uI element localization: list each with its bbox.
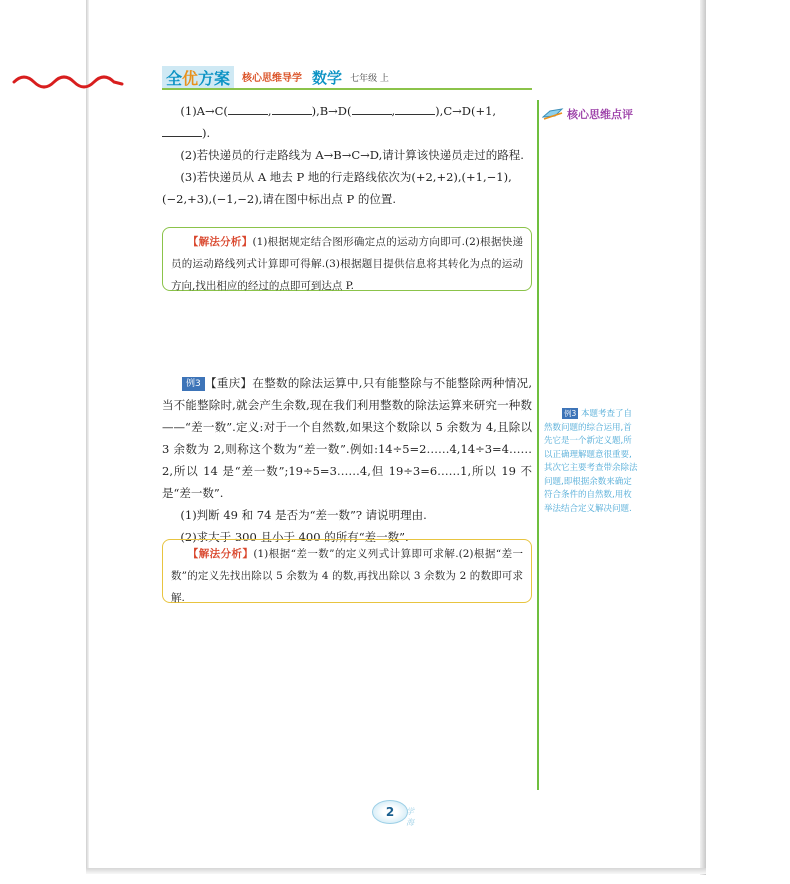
analysis-box-2 <box>162 539 532 603</box>
page-edge-left <box>86 0 89 870</box>
example-question-2: (2)求大于 300 且小于 400 的所有“差一数”. <box>180 530 409 544</box>
brand-char-2: 优 <box>182 68 199 88</box>
part1-text-a: (1)A→C( <box>180 104 228 118</box>
brand-char-1: 全 <box>166 68 183 88</box>
answer-blank <box>395 102 435 115</box>
header-subject: 数学 <box>312 69 343 87</box>
header-rule <box>162 88 532 90</box>
answer-blank <box>272 102 312 115</box>
analysis-box-1 <box>162 227 532 291</box>
part1-text-end: ). <box>202 126 211 140</box>
brand-char-3: 方案 <box>198 68 231 88</box>
sidebar-note-text: 本题考查了自然数问题的综合运用,首先它是一个新定义题,所以正确理解题意很重要,其次它主要考查带余除法问题,即根据余数来确定符合条件的自然数,用枚举法结合定义解决问题. <box>544 409 638 514</box>
example-badge: 例3 <box>182 377 205 391</box>
page-edge-bottom <box>86 868 706 874</box>
problem-part-1 <box>162 100 532 144</box>
answer-blank <box>162 124 202 137</box>
part1-text-c: ),C→D(+1, <box>435 104 497 118</box>
comma: , <box>267 104 272 118</box>
sidebar-note-badge: 例3 <box>564 409 577 418</box>
sidebar-title <box>542 106 633 122</box>
problem-part-3: (3)若快递员从 A 地去 P 地的行走路线依次为(+2,+2),(+1,−1),(−2,+3),(−1,−2),请在图中标出点 P 的位置. <box>162 170 512 206</box>
answer-blank <box>352 102 392 115</box>
sidebar-note <box>544 408 638 516</box>
sidebar-divider <box>537 100 539 790</box>
analysis-text: (1)根据“差一数”的定义列式计算即可求解.(2)根据“差一数”的定义先找出除以 5 余数为 4 的数,再找出除以 3 余数为 2 的数即可求解. <box>171 548 524 604</box>
page-header <box>162 64 389 88</box>
analysis-label: 【解法分析】 <box>187 548 254 560</box>
comma: , <box>391 104 396 118</box>
part1-text-b: ),B→D( <box>311 104 352 118</box>
page-number-badge: 2 <box>372 800 408 824</box>
pencil-book-icon <box>542 107 564 121</box>
brand-logo <box>162 66 234 88</box>
header-tag: 核心思维导学 <box>242 73 303 84</box>
red-squiggle-mark <box>12 70 124 94</box>
page-number <box>372 800 418 827</box>
problem-part-2: (2)若快递员的行走路线为 A→B→C→D,请计算该快递员走过的路程. <box>180 148 524 162</box>
example-source: 【重庆】 <box>204 376 253 390</box>
header-grade: 七年级 上 <box>350 74 389 84</box>
page-edge-right <box>700 0 706 875</box>
example-question-1: (1)判断 49 和 74 是否为“差一数”? 请说明理由. <box>180 508 427 522</box>
answer-blank <box>228 102 268 115</box>
example-3 <box>162 372 532 548</box>
analysis-text: (1)根据规定结合图形确定点的运动方向即可.(2)根据快递员的运动路线列式计算即可得解.(3)根据题目提供信息将其转化为点的运动方向,找出相应的经过的点即可到达点 P. <box>171 236 523 292</box>
previous-problem <box>162 100 532 210</box>
page-number-tail: 学海 <box>406 807 414 827</box>
example-text: 在整数的除法运算中,只有能整除与不能整除两种情况,当不能整除时,就会产生余数,现在我们利用整数的除法运算来研究一种数——“差一数”.定义:对于一个自然数,如果这个数除以 5 余数为 4,且除以 3 余数为 2,则称这个数为“差一数”.例如:14÷5=2……4,14÷3=4……2,所以 14 是“差一数”;19÷5=3……4,但 19÷3=6……1,所以 19 不是“差一数”. <box>162 376 533 500</box>
analysis-label: 【解法分析】 <box>187 236 253 248</box>
sidebar-title-text: 核心思维点评 <box>567 108 633 121</box>
